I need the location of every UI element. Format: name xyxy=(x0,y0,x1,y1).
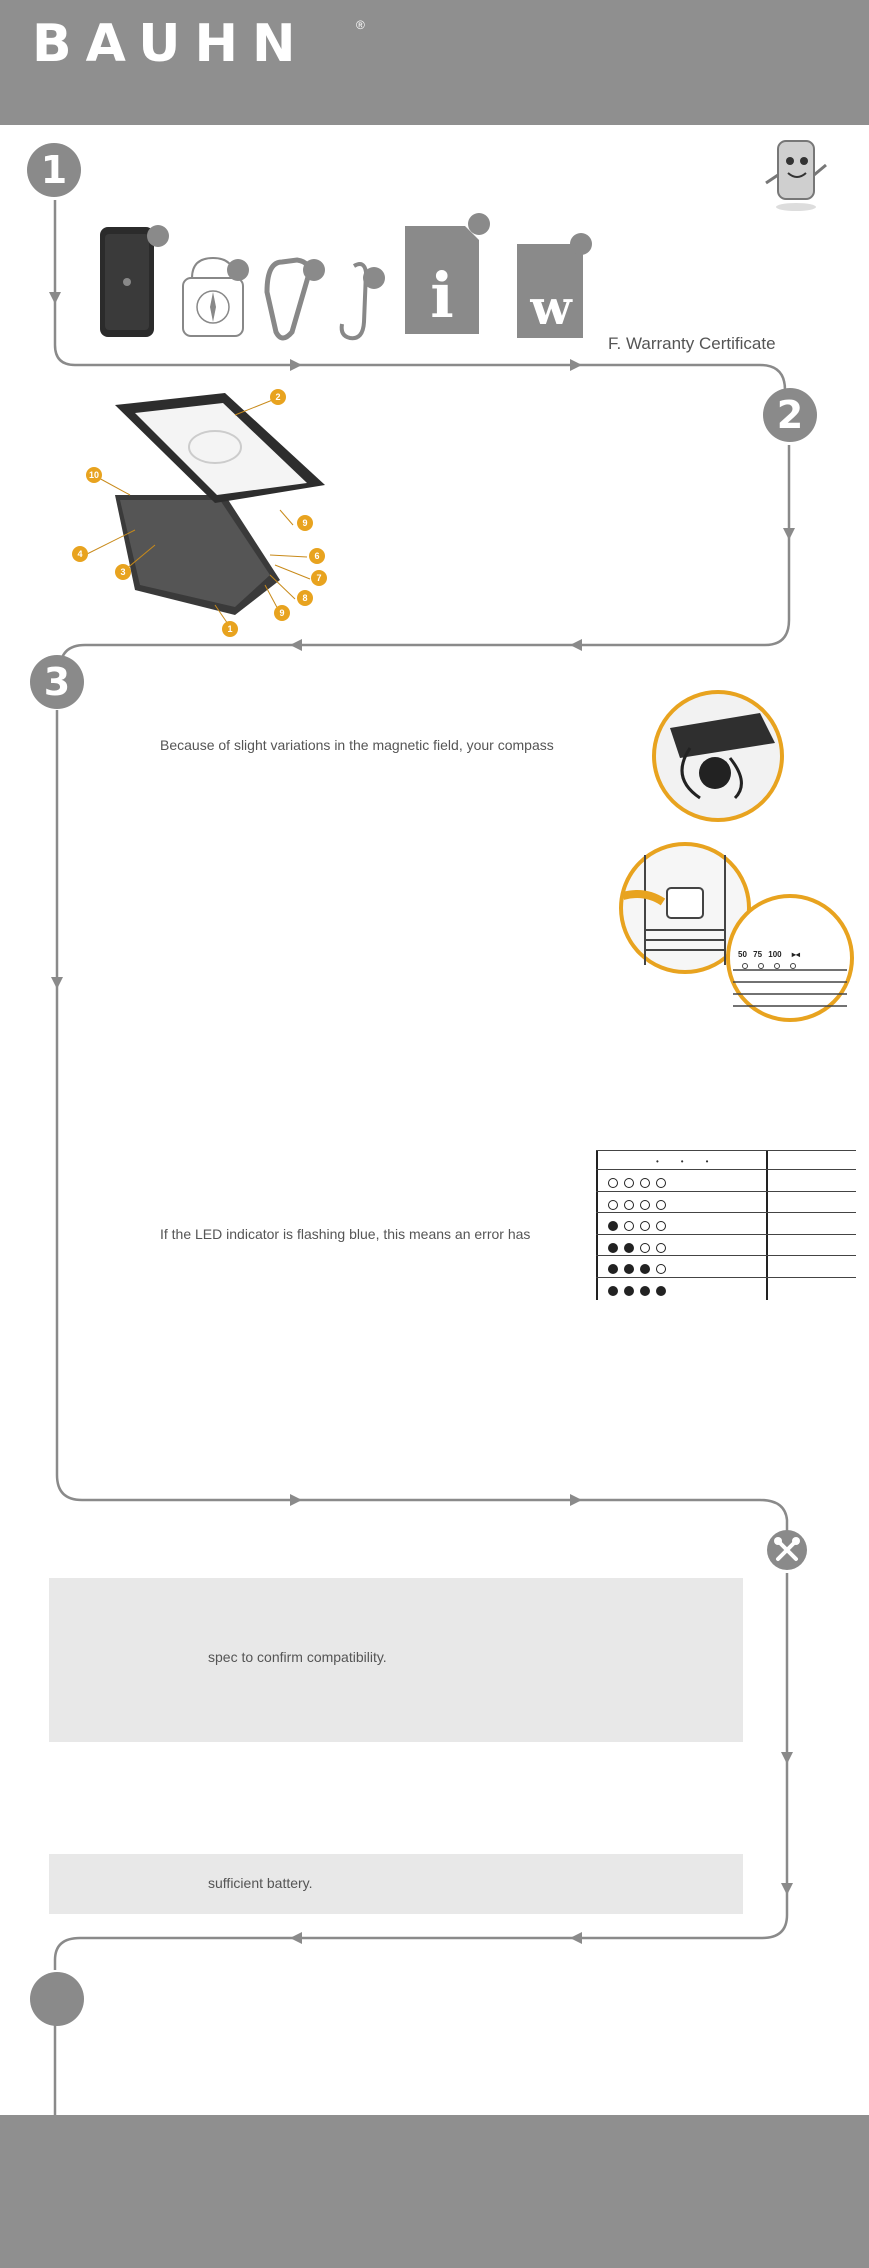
compass-note: Because of slight variations in the magnetic field, your compass xyxy=(160,737,554,753)
troubleshooting-panel-2 xyxy=(49,1854,743,1914)
led-off-dot xyxy=(608,1200,618,1210)
power-bank-icon xyxy=(95,222,165,342)
footer-bar xyxy=(0,2115,869,2268)
info-glyph: i xyxy=(430,259,454,332)
led-table-row xyxy=(608,1197,672,1209)
led-table-divider xyxy=(596,1234,856,1235)
callout-6: 6 xyxy=(309,548,325,564)
compass-icon xyxy=(178,250,258,360)
led-off-dot xyxy=(656,1178,666,1188)
led-off-dot xyxy=(640,1200,650,1210)
led-on-dot xyxy=(608,1221,618,1231)
brand-logo: BAUHN xyxy=(32,14,310,74)
led-table-header: ••• xyxy=(656,1157,731,1166)
led-on-dot xyxy=(608,1264,618,1274)
step-4-badge xyxy=(30,1972,84,2026)
led-off-dot xyxy=(624,1178,634,1188)
led-indicator-table xyxy=(596,1150,856,1300)
callout-1: 1 xyxy=(222,621,238,637)
wrench-screwdriver-icon xyxy=(767,1530,807,1570)
led-on-dot xyxy=(656,1286,666,1296)
led-off-dot xyxy=(656,1243,666,1253)
led-note: If the LED indicator is flashing blue, this means an error has xyxy=(160,1226,531,1242)
step-2-badge: 2 xyxy=(763,388,817,442)
led-on-dot xyxy=(608,1286,618,1296)
led-off-dot xyxy=(656,1200,666,1210)
callout-3: 3 xyxy=(115,564,131,580)
callout-9-top: 9 xyxy=(297,515,313,531)
carabiner-icon xyxy=(262,252,332,362)
led-button-closeup xyxy=(615,840,855,1040)
troubleshooting-panel-1 xyxy=(49,1578,743,1742)
led-off-dot xyxy=(656,1264,666,1274)
callout-10: 10 xyxy=(86,467,102,483)
warranty-document-icon xyxy=(515,230,605,350)
led-table-row xyxy=(608,1175,672,1187)
led-on-dot xyxy=(640,1286,650,1296)
led-table-row xyxy=(608,1218,672,1230)
led-on-dot xyxy=(624,1243,634,1253)
hook-icon xyxy=(330,252,390,362)
led-on-dot xyxy=(624,1286,634,1296)
tools-badge xyxy=(767,1530,807,1570)
led-table-divider xyxy=(596,1191,856,1192)
led-table-row xyxy=(608,1283,672,1295)
led-on-dot xyxy=(640,1264,650,1274)
led-off-dot xyxy=(608,1178,618,1188)
warranty-label: F. Warranty Certificate xyxy=(608,334,776,353)
led-table-row xyxy=(608,1240,672,1252)
registered-mark: ® xyxy=(356,18,365,32)
led-table-divider xyxy=(596,1255,856,1256)
step-1-badge: 1 xyxy=(27,143,81,197)
callout-8: 8 xyxy=(297,590,313,606)
led-table-divider xyxy=(596,1169,856,1170)
info-document-icon xyxy=(403,212,493,332)
capacity-labels xyxy=(738,950,800,959)
panel-2-text: sufficient battery. xyxy=(208,1875,313,1891)
callout-9-bottom: 9 xyxy=(274,605,290,621)
led-table-divider xyxy=(596,1277,856,1278)
warranty-glyph: w xyxy=(530,280,572,336)
led-table-row xyxy=(608,1261,672,1273)
callout-4: 4 xyxy=(72,546,88,562)
callout-2: 2 xyxy=(270,389,286,405)
callout-7: 7 xyxy=(311,570,327,586)
led-off-dot xyxy=(640,1243,650,1253)
mascot-icon xyxy=(760,135,830,215)
led-off-dot xyxy=(656,1221,666,1231)
led-off-dot xyxy=(624,1200,634,1210)
step-3-badge: 3 xyxy=(30,655,84,709)
led-off-dot xyxy=(640,1178,650,1188)
capacity-75: 75 xyxy=(753,950,763,959)
compass-photo xyxy=(650,688,790,828)
flashlight-icon: ▸◂ xyxy=(791,950,800,959)
capacity-50: 50 xyxy=(738,950,747,959)
led-table-divider xyxy=(596,1212,856,1213)
led-on-dot xyxy=(608,1243,618,1253)
callouts-layer xyxy=(75,385,335,635)
led-off-dot xyxy=(624,1221,634,1231)
panel-1-text: spec to confirm compatibility. xyxy=(208,1649,387,1665)
led-on-dot xyxy=(624,1264,634,1274)
led-off-dot xyxy=(640,1221,650,1231)
capacity-100: 100 xyxy=(768,950,782,959)
